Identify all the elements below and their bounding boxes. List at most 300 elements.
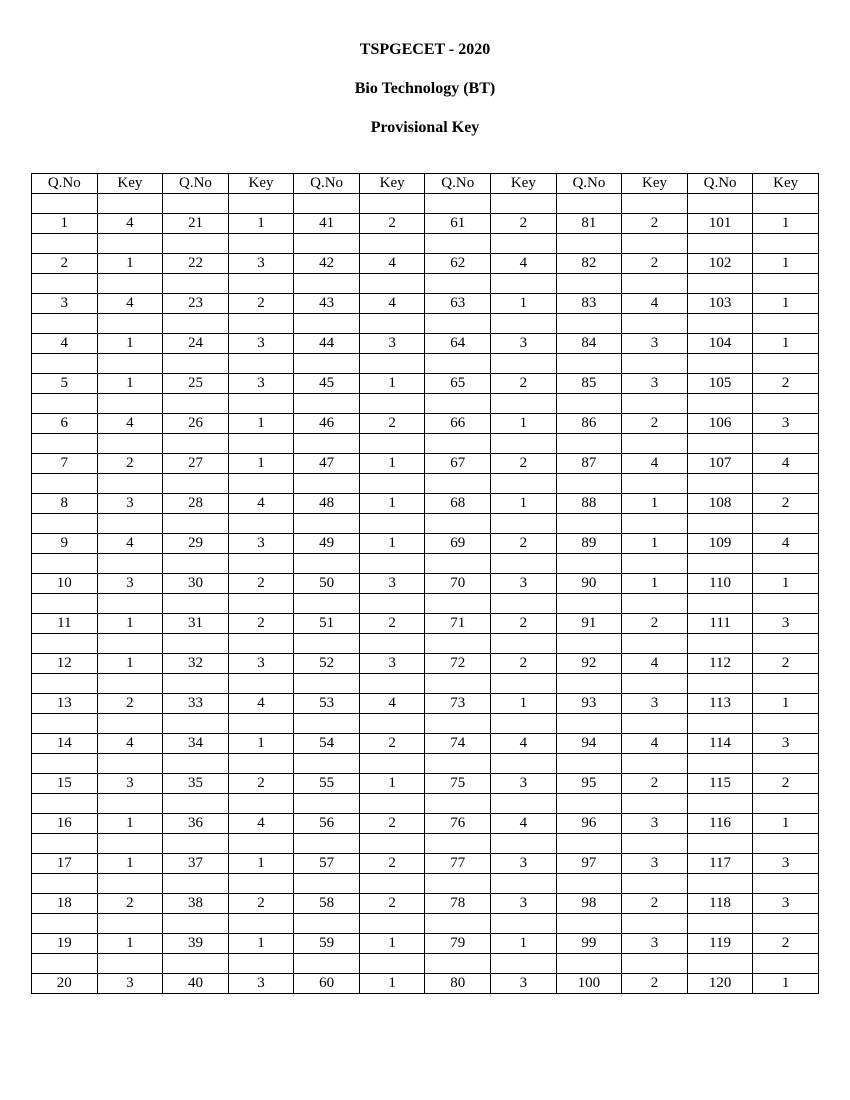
question-number-cell: 28: [163, 494, 229, 514]
empty-cell: [687, 354, 753, 374]
answer-key-cell: 1: [228, 734, 294, 754]
empty-cell: [425, 834, 491, 854]
table-row: [32, 654, 819, 674]
empty-cell: [622, 194, 688, 214]
question-number-cell: 83: [556, 294, 622, 314]
table-row: [32, 534, 819, 554]
empty-cell: [622, 234, 688, 254]
empty-cell: [425, 554, 491, 574]
empty-cell: [491, 754, 557, 774]
empty-cell: [228, 514, 294, 534]
answer-key-cell: 1: [228, 414, 294, 434]
empty-cell: [32, 874, 98, 894]
answer-key-cell: 1: [97, 854, 163, 874]
empty-cell: [32, 474, 98, 494]
empty-cell: [359, 234, 425, 254]
question-number-cell: 78: [425, 894, 491, 914]
question-number-cell: 32: [163, 654, 229, 674]
question-number-cell: 74: [425, 734, 491, 754]
empty-cell: [359, 754, 425, 774]
answer-key-cell: 4: [97, 294, 163, 314]
empty-cell: [425, 434, 491, 454]
empty-cell: [97, 314, 163, 334]
answer-key-cell: 1: [359, 774, 425, 794]
question-number-cell: 6: [32, 414, 98, 434]
key-type-title: Provisional Key: [370, 119, 480, 136]
answer-key-cell: 3: [228, 334, 294, 354]
empty-cell: [753, 954, 819, 974]
empty-cell: [753, 314, 819, 334]
empty-cell: [556, 514, 622, 534]
answer-key-cell: 1: [753, 294, 819, 314]
question-number-cell: 106: [687, 414, 753, 434]
empty-cell: [97, 434, 163, 454]
empty-cell: [622, 314, 688, 334]
empty-cell: [294, 954, 360, 974]
answer-key-cell: 4: [622, 734, 688, 754]
empty-cell: [687, 674, 753, 694]
empty-cell: [359, 474, 425, 494]
empty-cell: [425, 314, 491, 334]
empty-cell: [687, 194, 753, 214]
empty-cell: [163, 754, 229, 774]
answer-key-cell: 2: [97, 694, 163, 714]
empty-cell: [425, 594, 491, 614]
answer-key-cell: 3: [97, 574, 163, 594]
answer-key-cell: 1: [622, 534, 688, 554]
empty-cell: [753, 274, 819, 294]
empty-cell: [228, 274, 294, 294]
answer-key-cell: 2: [622, 254, 688, 274]
answer-key-cell: 1: [97, 374, 163, 394]
spacer-row: [32, 634, 819, 654]
empty-cell: [687, 514, 753, 534]
question-number-cell: 110: [687, 574, 753, 594]
question-number-cell: 29: [163, 534, 229, 554]
answer-key-cell: 2: [622, 974, 688, 994]
empty-cell: [687, 634, 753, 654]
empty-cell: [32, 954, 98, 974]
answer-key-cell: 2: [622, 774, 688, 794]
table-row: [32, 934, 819, 954]
empty-cell: [753, 434, 819, 454]
answer-key-cell: 1: [753, 694, 819, 714]
answer-key-cell: 1: [97, 934, 163, 954]
empty-cell: [556, 674, 622, 694]
empty-cell: [228, 794, 294, 814]
empty-cell: [753, 354, 819, 374]
spacer-row: [32, 514, 819, 534]
empty-cell: [228, 434, 294, 454]
empty-cell: [556, 394, 622, 414]
empty-cell: [556, 234, 622, 254]
empty-cell: [163, 354, 229, 374]
empty-cell: [163, 594, 229, 614]
empty-cell: [228, 834, 294, 854]
answer-key-cell: 3: [491, 894, 557, 914]
empty-cell: [97, 634, 163, 654]
spacer-row: [32, 834, 819, 854]
answer-key-cell: 4: [491, 734, 557, 754]
empty-cell: [491, 954, 557, 974]
table-row: [32, 374, 819, 394]
question-number-cell: 59: [294, 934, 360, 954]
empty-cell: [622, 474, 688, 494]
answer-key-cell: 2: [228, 774, 294, 794]
answer-key-cell: 3: [622, 374, 688, 394]
table-row: [32, 694, 819, 714]
empty-cell: [753, 234, 819, 254]
empty-cell: [622, 594, 688, 614]
question-number-cell: 40: [163, 974, 229, 994]
empty-cell: [97, 794, 163, 814]
answer-key-cell: 2: [97, 454, 163, 474]
answer-key-cell: 3: [491, 974, 557, 994]
empty-cell: [228, 314, 294, 334]
question-number-cell: 76: [425, 814, 491, 834]
empty-cell: [32, 314, 98, 334]
answer-key-cell: 3: [97, 774, 163, 794]
question-number-cell: 113: [687, 694, 753, 714]
question-number-cell: 18: [32, 894, 98, 914]
answer-key-cell: 1: [228, 854, 294, 874]
question-number-cell: 101: [687, 214, 753, 234]
empty-cell: [228, 394, 294, 414]
empty-cell: [294, 554, 360, 574]
empty-cell: [556, 714, 622, 734]
question-number-cell: 56: [294, 814, 360, 834]
empty-cell: [425, 754, 491, 774]
answer-key-cell: 4: [622, 294, 688, 314]
empty-cell: [425, 274, 491, 294]
question-number-cell: 93: [556, 694, 622, 714]
question-number-cell: 27: [163, 454, 229, 474]
spacer-row: [32, 674, 819, 694]
spacer-row: [32, 554, 819, 574]
empty-cell: [228, 674, 294, 694]
empty-cell: [97, 474, 163, 494]
empty-cell: [425, 514, 491, 534]
empty-cell: [687, 314, 753, 334]
empty-cell: [32, 514, 98, 534]
question-number-cell: 10: [32, 574, 98, 594]
table-row: [32, 494, 819, 514]
question-number-cell: 55: [294, 774, 360, 794]
question-number-cell: 5: [32, 374, 98, 394]
empty-cell: [753, 914, 819, 934]
answer-key-cell: 4: [228, 814, 294, 834]
answer-key-cell: 2: [622, 894, 688, 914]
question-number-cell: 79: [425, 934, 491, 954]
answer-key-cell: 1: [359, 374, 425, 394]
answer-key-cell: 1: [491, 294, 557, 314]
empty-cell: [753, 874, 819, 894]
empty-cell: [228, 754, 294, 774]
spacer-row: [32, 954, 819, 974]
question-number-cell: 107: [687, 454, 753, 474]
question-number-cell: 3: [32, 294, 98, 314]
empty-cell: [32, 394, 98, 414]
empty-cell: [687, 954, 753, 974]
empty-cell: [425, 634, 491, 654]
empty-cell: [97, 234, 163, 254]
empty-cell: [622, 714, 688, 734]
answer-key-cell: 2: [228, 294, 294, 314]
spacer-row: [32, 914, 819, 934]
spacer-row: [32, 274, 819, 294]
empty-cell: [294, 354, 360, 374]
empty-cell: [622, 874, 688, 894]
answer-key-cell: 2: [228, 614, 294, 634]
empty-cell: [32, 754, 98, 774]
question-number-cell: 61: [425, 214, 491, 234]
empty-cell: [556, 594, 622, 614]
question-number-cell: 36: [163, 814, 229, 834]
answer-key-cell: 3: [491, 334, 557, 354]
question-number-cell: 85: [556, 374, 622, 394]
empty-cell: [97, 274, 163, 294]
empty-cell: [622, 434, 688, 454]
answer-key-cell: 1: [753, 254, 819, 274]
empty-cell: [294, 194, 360, 214]
spacer-row: [32, 314, 819, 334]
answer-key-cell: 4: [622, 454, 688, 474]
empty-cell: [163, 954, 229, 974]
question-number-cell: 49: [294, 534, 360, 554]
table-row: [32, 734, 819, 754]
question-number-cell: 97: [556, 854, 622, 874]
empty-cell: [97, 754, 163, 774]
answer-key-cell: 1: [753, 974, 819, 994]
empty-cell: [491, 514, 557, 534]
answer-key-cell: 3: [622, 334, 688, 354]
empty-cell: [359, 194, 425, 214]
empty-cell: [753, 714, 819, 734]
question-number-cell: 116: [687, 814, 753, 834]
question-number-cell: 19: [32, 934, 98, 954]
spacer-row: [32, 394, 819, 414]
empty-cell: [753, 674, 819, 694]
empty-cell: [556, 874, 622, 894]
question-number-cell: 52: [294, 654, 360, 674]
empty-cell: [425, 194, 491, 214]
empty-cell: [163, 634, 229, 654]
table-row: [32, 294, 819, 314]
empty-cell: [491, 634, 557, 654]
empty-cell: [491, 434, 557, 454]
answer-key-cell: 1: [359, 974, 425, 994]
question-number-cell: 114: [687, 734, 753, 754]
answer-key-cell: 1: [491, 694, 557, 714]
empty-cell: [32, 794, 98, 814]
answer-key-table: [31, 173, 819, 994]
empty-cell: [622, 274, 688, 294]
answer-key-cell: 1: [359, 454, 425, 474]
empty-cell: [753, 794, 819, 814]
question-number-cell: 67: [425, 454, 491, 474]
empty-cell: [491, 914, 557, 934]
empty-cell: [687, 554, 753, 574]
answer-key-cell: 2: [359, 894, 425, 914]
question-number-cell: 99: [556, 934, 622, 954]
answer-key-cell: 3: [228, 534, 294, 554]
empty-cell: [163, 514, 229, 534]
answer-key-cell: 2: [753, 774, 819, 794]
question-number-cell: 92: [556, 654, 622, 674]
question-number-cell: 86: [556, 414, 622, 434]
question-number-cell: 73: [425, 694, 491, 714]
empty-cell: [753, 514, 819, 534]
answer-key-cell: 4: [228, 494, 294, 514]
column-header-qno: Q.No: [163, 174, 229, 194]
empty-cell: [228, 234, 294, 254]
empty-cell: [622, 674, 688, 694]
answer-key-cell: 4: [622, 654, 688, 674]
empty-cell: [556, 194, 622, 214]
answer-key-cell: 1: [753, 814, 819, 834]
empty-cell: [163, 914, 229, 934]
question-number-cell: 108: [687, 494, 753, 514]
empty-cell: [163, 194, 229, 214]
empty-cell: [687, 834, 753, 854]
answer-key-cell: 2: [228, 894, 294, 914]
table-body: [32, 194, 819, 994]
question-number-cell: 35: [163, 774, 229, 794]
answer-key-cell: 2: [359, 734, 425, 754]
empty-cell: [687, 394, 753, 414]
empty-cell: [228, 954, 294, 974]
empty-cell: [163, 474, 229, 494]
empty-cell: [32, 354, 98, 374]
answer-key-cell: 2: [622, 614, 688, 634]
spacer-row: [32, 234, 819, 254]
question-number-cell: 104: [687, 334, 753, 354]
table-row: [32, 574, 819, 594]
empty-cell: [32, 634, 98, 654]
empty-cell: [556, 314, 622, 334]
column-header-qno: Q.No: [32, 174, 98, 194]
empty-cell: [556, 834, 622, 854]
column-header-key: Key: [228, 174, 294, 194]
empty-cell: [622, 794, 688, 814]
answer-key-cell: 4: [97, 534, 163, 554]
answer-key-cell: 3: [491, 854, 557, 874]
answer-key-cell: 1: [359, 494, 425, 514]
empty-cell: [294, 754, 360, 774]
empty-cell: [32, 194, 98, 214]
empty-cell: [491, 474, 557, 494]
answer-key-cell: 1: [622, 574, 688, 594]
empty-cell: [687, 274, 753, 294]
answer-key-cell: 2: [491, 214, 557, 234]
spacer-row: [32, 874, 819, 894]
question-number-cell: 90: [556, 574, 622, 594]
empty-cell: [622, 914, 688, 934]
empty-cell: [294, 474, 360, 494]
empty-cell: [294, 434, 360, 454]
question-number-cell: 75: [425, 774, 491, 794]
question-number-cell: 87: [556, 454, 622, 474]
empty-cell: [556, 794, 622, 814]
answer-key-cell: 1: [359, 534, 425, 554]
question-number-cell: 48: [294, 494, 360, 514]
answer-key-cell: 3: [491, 574, 557, 594]
empty-cell: [622, 834, 688, 854]
empty-cell: [622, 754, 688, 774]
empty-cell: [359, 594, 425, 614]
answer-key-cell: 2: [491, 614, 557, 634]
empty-cell: [359, 794, 425, 814]
question-number-cell: 102: [687, 254, 753, 274]
spacer-row: [32, 194, 819, 214]
spacer-row: [32, 794, 819, 814]
empty-cell: [97, 194, 163, 214]
question-number-cell: 69: [425, 534, 491, 554]
question-number-cell: 109: [687, 534, 753, 554]
spacer-row: [32, 434, 819, 454]
answer-key-cell: 1: [228, 934, 294, 954]
empty-cell: [163, 794, 229, 814]
answer-key-cell: 3: [228, 254, 294, 274]
empty-cell: [294, 834, 360, 854]
empty-cell: [228, 714, 294, 734]
question-number-cell: 47: [294, 454, 360, 474]
question-number-cell: 1: [32, 214, 98, 234]
empty-cell: [622, 954, 688, 974]
answer-key-cell: 2: [359, 814, 425, 834]
empty-cell: [163, 834, 229, 854]
empty-cell: [359, 914, 425, 934]
question-number-cell: 115: [687, 774, 753, 794]
empty-cell: [425, 794, 491, 814]
question-number-cell: 68: [425, 494, 491, 514]
question-number-cell: 50: [294, 574, 360, 594]
table-row: [32, 454, 819, 474]
answer-key-cell: 2: [97, 894, 163, 914]
spacer-row: [32, 714, 819, 734]
question-number-cell: 21: [163, 214, 229, 234]
question-number-cell: 31: [163, 614, 229, 634]
document-title: TSPGECET - 2020: [359, 41, 491, 58]
answer-key-cell: 2: [359, 614, 425, 634]
empty-cell: [294, 674, 360, 694]
question-number-cell: 13: [32, 694, 98, 714]
question-number-cell: 112: [687, 654, 753, 674]
answer-key-cell: 4: [228, 694, 294, 714]
question-number-cell: 4: [32, 334, 98, 354]
empty-cell: [294, 594, 360, 614]
table-row: [32, 214, 819, 234]
empty-cell: [32, 274, 98, 294]
empty-cell: [163, 434, 229, 454]
question-number-cell: 81: [556, 214, 622, 234]
empty-cell: [556, 274, 622, 294]
question-number-cell: 9: [32, 534, 98, 554]
answer-key-cell: 3: [622, 854, 688, 874]
empty-cell: [32, 674, 98, 694]
question-number-cell: 82: [556, 254, 622, 274]
empty-cell: [753, 394, 819, 414]
question-number-cell: 105: [687, 374, 753, 394]
empty-cell: [294, 394, 360, 414]
answer-key-cell: 1: [359, 934, 425, 954]
column-header-qno: Q.No: [687, 174, 753, 194]
question-number-cell: 17: [32, 854, 98, 874]
answer-key-cell: 2: [359, 214, 425, 234]
answer-key-cell: 3: [753, 414, 819, 434]
empty-cell: [753, 474, 819, 494]
column-header-key: Key: [622, 174, 688, 194]
